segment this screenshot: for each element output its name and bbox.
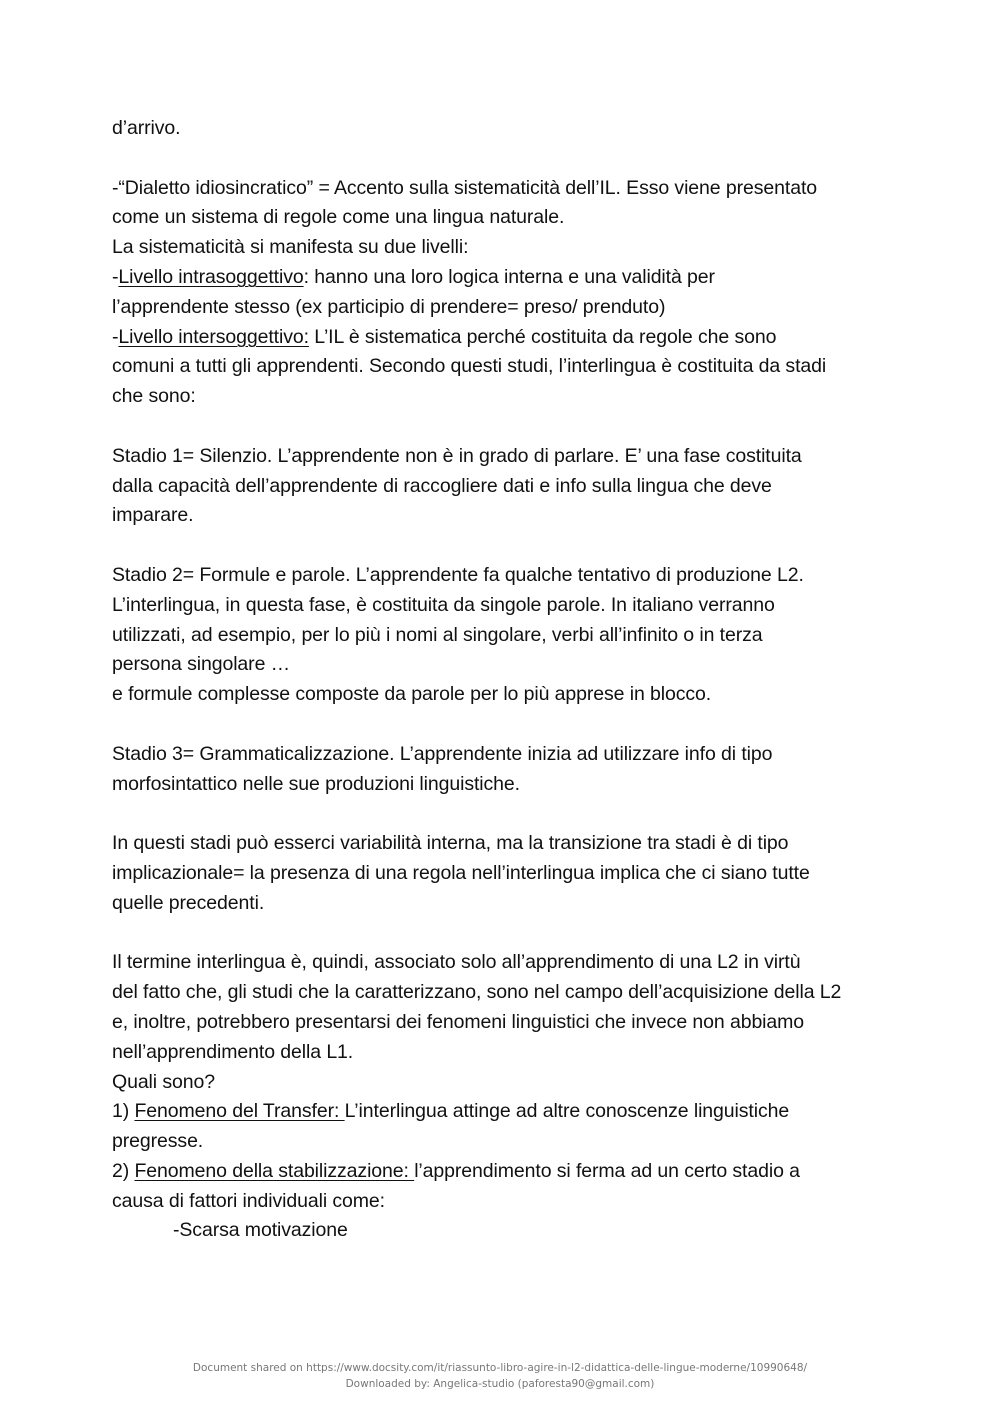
blank-line bbox=[112, 799, 902, 829]
text-fragment: L’IL è sistematica perché costituita da regole che sono bbox=[308, 325, 777, 348]
text-line: come un sistema di regole come una lingua naturale. bbox=[112, 206, 565, 229]
text-line: che sono: bbox=[112, 385, 196, 408]
text-line: nell’apprendimento della L1. bbox=[112, 1040, 354, 1063]
text-line: implicazionale= la presenza di una regola nell’interlingua implica che ci siano tutte bbox=[112, 861, 810, 884]
text-line: Il termine interlingua è, quindi, associato solo all’apprendimento di una L2 in virtù bbox=[112, 951, 801, 974]
text-line: Stadio 1= Silenzio. L’apprendente non è in grado di parlare. E’ una fase costituita bbox=[112, 444, 802, 467]
document-body bbox=[112, 114, 902, 1246]
text-line bbox=[112, 1097, 902, 1127]
text-fragment: : hanno una loro logica interna e una validità per bbox=[303, 265, 715, 288]
text-line: -“Dialetto idiosincratico” = Accento sulla sistematicità dell’IL. Esso viene presentato bbox=[112, 176, 818, 199]
text-line: morfosintattico nelle sue produzioni linguistiche. bbox=[112, 772, 520, 795]
text-fragment: 2) bbox=[112, 1159, 135, 1182]
text-fragment: - bbox=[112, 325, 119, 348]
text-fragment: L’interlingua attinge ad altre conoscenze linguistiche bbox=[344, 1100, 790, 1123]
text-fragment: - bbox=[112, 265, 119, 288]
text-fragment: l’apprendimento si ferma ad un certo stadio a bbox=[414, 1159, 800, 1182]
blank-line bbox=[112, 531, 902, 561]
underlined-term-stabilizzazione: Fenomeno della stabilizzazione: bbox=[134, 1159, 415, 1182]
text-line: persona singolare … bbox=[112, 653, 291, 676]
text-line: pregresse. bbox=[112, 1130, 204, 1153]
text-line: Stadio 2= Formule e parole. L’apprendente fa qualche tentativo di produzione L2. bbox=[112, 563, 804, 586]
text-line: del fatto che, gli studi che la caratterizzano, sono nel campo dell’acquisizione della L2 bbox=[112, 981, 842, 1004]
text-line: comuni a tutti gli apprendenti. Secondo questi studi, l’interlingua è costituita da stadi bbox=[112, 355, 827, 378]
text-line: l’apprendente stesso (ex participio di prendere= preso/ prenduto) bbox=[112, 295, 666, 318]
text-line: Quali sono? bbox=[112, 1070, 215, 1093]
text-fragment: 1) bbox=[112, 1100, 135, 1123]
text-line: causa di fattori individuali come: bbox=[112, 1189, 385, 1212]
underlined-term-intersoggettivo: Livello intersoggettivo: bbox=[118, 325, 309, 348]
text-line: utilizzati, ad esempio, per lo più i nomi al singolare, verbi all’infinito o in terza bbox=[112, 623, 763, 646]
text-line bbox=[112, 323, 902, 353]
text-line: d’arrivo. bbox=[112, 117, 181, 139]
text-line bbox=[112, 263, 902, 293]
text-line bbox=[112, 1157, 902, 1187]
blank-line bbox=[112, 919, 902, 949]
text-line: dalla capacità dell’apprendente di raccogliere dati e info sulla lingua che deve bbox=[112, 474, 772, 497]
text-line: Stadio 3= Grammaticalizzazione. L’apprendente inizia ad utilizzare info di tipo bbox=[112, 742, 773, 765]
text-line: L’interlingua, in questa fase, è costituita da singole parole. In italiano verranno bbox=[112, 593, 775, 616]
text-line: In questi stadi può esserci variabilità interna, ma la transizione tra stadi è di tipo bbox=[112, 832, 789, 855]
text-line: La sistematicità si manifesta su due livelli: bbox=[112, 236, 469, 259]
text-line: e, inoltre, potrebbero presentarsi dei fenomeni linguistici che invece non abbiamo bbox=[112, 1010, 805, 1033]
text-line: quelle precedenti. bbox=[112, 891, 265, 914]
text-line: e formule complesse composte da parole per lo più apprese in blocco. bbox=[112, 683, 712, 706]
footer-downloaded-by: Downloaded by: Angelica-studio (paforesta90@gmail.com) bbox=[345, 1378, 655, 1390]
blank-line bbox=[112, 144, 902, 174]
indented-list-item: -Scarsa motivazione bbox=[173, 1219, 348, 1242]
footer-shared-link[interactable]: Document shared on https://www.docsity.com/it/riassunto-libro-agire-in-l2-didattica-delle-lingue-moderne/10990648/ bbox=[192, 1362, 808, 1374]
text-line: imparare. bbox=[112, 504, 194, 527]
underlined-term-intrasoggettivo: Livello intrasoggettivo bbox=[118, 265, 304, 288]
blank-line bbox=[112, 412, 902, 442]
blank-line bbox=[112, 710, 902, 740]
underlined-term-transfer: Fenomeno del Transfer: bbox=[134, 1100, 345, 1123]
